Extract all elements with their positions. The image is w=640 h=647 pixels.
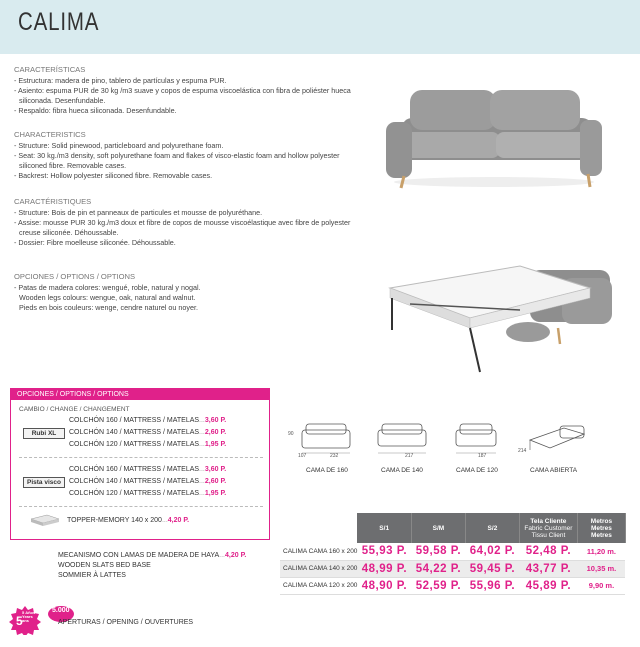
option-dots: ... <box>199 466 205 473</box>
spec-line: - Assise: mousse PUR 30 kg./m3 doux et fibre de copos de mousse viscoélastique avec fibre de polyester <box>14 218 351 227</box>
option-dots: ... <box>199 417 205 424</box>
options-title: OPCIONES / OPTIONS / OPTIONS <box>11 389 269 400</box>
spec-line: - Backrest: Hollow polyester siliconed fibre. Removable cases. <box>14 171 213 180</box>
spec-line: siliconada. Desenfundable. <box>19 96 106 105</box>
topper-price: 4,20 P. <box>167 517 190 524</box>
table-row <box>280 543 625 560</box>
spec-line: - Structure: Solid pinewood, particleboard and polyurethane foam. <box>14 141 224 150</box>
option-label: COLCHÓN 140 / MATTRESS / MATELAS <box>69 478 200 485</box>
sofa-120-diagram <box>452 420 500 456</box>
row-model: CALIMA CAMA 160 x 200 <box>280 543 357 560</box>
dim-depth: 107 <box>298 453 307 459</box>
row-price-fabric: 52,48 P. <box>519 543 577 560</box>
mechanism-line-en: WOODEN SLATS BED BASE <box>58 562 151 569</box>
diagram-label: CAMA ABIERTA <box>530 467 578 474</box>
row-model: CALIMA CAMA 140 x 200 <box>280 560 357 577</box>
specs-english <box>14 130 354 181</box>
row-price-s2: 59,45 P. <box>465 560 519 577</box>
header-fabric <box>519 513 577 543</box>
spec-line: - Dossier: Fibre moelleuse siliconée. Déhoussable. <box>14 238 176 247</box>
header-fabric-es: Tela Cliente <box>530 517 567 525</box>
row-price-fabric: 43,77 P. <box>519 560 577 577</box>
svg-text:5: 5 <box>16 614 23 628</box>
spec-line: Wooden legs colours: wengue, oak, natural and walnut. <box>19 293 196 302</box>
header-sm: S/M <box>411 513 465 543</box>
specs-french <box>14 197 354 248</box>
diagram-label: CAMA DE 140 <box>381 467 423 474</box>
option-price: 2,60 P. <box>204 478 227 485</box>
header-metres-en: Metres <box>590 524 612 532</box>
spec-line: - Patas de madera colores: wengué, roble, natural y nogal. <box>14 283 201 292</box>
option-label: COLCHÓN 120 / MATTRESS / MATELAS <box>69 441 200 448</box>
row-model: CALIMA CAMA 120 x 200 <box>280 577 357 594</box>
mechanism-dots: ... <box>219 552 226 559</box>
header-fabric-en: Fabric Customer <box>524 524 573 532</box>
option-price: 1,95 P. <box>204 490 227 497</box>
topper-label: TOPPER-MEMORY 140 x 200 <box>67 517 162 524</box>
row-metres: 10,35 m. <box>577 560 625 577</box>
option-label: COLCHÓN 160 / MATTRESS / MATELAS <box>69 417 200 424</box>
spec-line: - Asiento: espuma PUR de 30 kg /m3 suave y copos de espuma viscoelástica con fibra de poliéster hueca <box>14 86 351 95</box>
options-box <box>10 388 270 540</box>
open-bed-image <box>370 248 620 378</box>
header-metres-es: Metros <box>590 517 613 525</box>
dim-depth: 214 <box>518 448 527 454</box>
option-dots: ... <box>199 478 205 485</box>
price-table <box>280 513 626 595</box>
option-dots: ... <box>199 441 205 448</box>
price-table-header <box>280 513 625 543</box>
legs-options-heading: OPCIONES / OPTIONS / OPTIONS <box>14 272 136 281</box>
header-fabric-fr: Tissu Client <box>531 531 566 539</box>
table-row <box>280 577 625 594</box>
option-label: COLCHÓN 160 / MATTRESS / MATELAS <box>69 466 200 473</box>
spec-line: Pieds en bois couleurs: wenge, cendre naturel ou noyer. <box>19 303 199 312</box>
mechanism-label: MECANISMO CON LAMAS DE MADERA DE HAYA <box>58 552 220 559</box>
spec-line: - Respaldo: fibra hueca siliconada. Desenfundable. <box>14 106 177 115</box>
mechanism-price: 4,20 P. <box>225 552 247 559</box>
topper-row <box>67 517 189 524</box>
page-title: CALIMA <box>18 8 100 36</box>
diagram-label: CAMA DE 160 <box>306 467 348 474</box>
option-label: COLCHÓN 120 / MATTRESS / MATELAS <box>69 490 200 497</box>
row-metres: 9,90 m. <box>577 577 625 594</box>
option-row <box>69 478 226 485</box>
diagram-label: CAMA DE 120 <box>456 467 498 474</box>
option-price: 3,60 P. <box>204 466 227 473</box>
dim-height: 90 <box>288 431 294 437</box>
option-price: 3,60 P. <box>204 417 227 424</box>
option-row <box>69 490 226 497</box>
option-label: COLCHÓN 140 / MATTRESS / MATELAS <box>69 429 200 436</box>
row-price-sm: 59,58 P. <box>411 543 465 560</box>
header-blank <box>280 513 357 543</box>
specs-french-heading: CARACTÉRISTIQUES <box>14 197 92 206</box>
option-price: 2,60 P. <box>204 429 227 436</box>
options-subtitle: CAMBIO / CHANGE / CHANGEMENT <box>19 406 130 413</box>
topper-image <box>29 513 61 527</box>
row-price-s2: 55,96 P. <box>465 577 519 594</box>
table-row <box>280 560 625 577</box>
dim-width: 217 <box>405 453 414 459</box>
row-price-fabric: 45,89 P. <box>519 577 577 594</box>
option-row <box>69 417 226 424</box>
separator <box>19 506 263 507</box>
specs-spanish-heading: CARACTERÍSTICAS <box>14 65 86 74</box>
row-price-s1: 48,99 P. <box>357 560 411 577</box>
mechanism-block <box>58 551 246 581</box>
warranty-badge-text: 5 Años Years ans <box>22 610 36 623</box>
dim-width: 232 <box>330 453 339 459</box>
openings-label: APERTURAS / OPENING / OUVERTURES <box>58 619 194 626</box>
option-row <box>69 466 226 473</box>
open-bed-diagram <box>524 420 588 460</box>
specs-english-heading: CHARACTERISTICS <box>14 130 86 139</box>
row-price-sm: 54,22 P. <box>411 560 465 577</box>
spec-line: creuse siliconée. Déhoussable. <box>19 228 119 237</box>
row-price-s2: 64,02 P. <box>465 543 519 560</box>
option-price: 1,95 P. <box>204 441 227 448</box>
option-dots: ... <box>199 490 205 497</box>
mechanism-line <box>58 551 246 561</box>
option-row <box>69 441 226 448</box>
header-metres-fr: Metres <box>590 531 612 539</box>
row-price-s1: 48,90 P. <box>357 577 411 594</box>
sofa-140-diagram <box>374 420 430 456</box>
header-s1: S/1 <box>357 513 411 543</box>
spec-line: - Structure: Bois de pin et panneaux de particules et mousse de polyuréthane. <box>14 208 263 217</box>
option-dots: ... <box>199 429 205 436</box>
spec-line: - Seat: 30 kg./m3 density, soft polyurethane foam and flakes of visco-elastic foam and hollow polyester <box>14 151 340 160</box>
option-row <box>69 429 226 436</box>
dim-width: 187 <box>478 453 487 459</box>
spec-line: siliconed fibre. Removable cases. <box>19 161 127 170</box>
separator <box>19 457 263 458</box>
specs-spanish <box>14 65 354 116</box>
openings-badge-count: 5.000 <box>52 607 70 614</box>
mattress-pista-label: Pista visco <box>23 477 65 488</box>
row-metres: 11,20 m. <box>577 543 625 560</box>
header-metres <box>577 513 625 543</box>
mattress-rubi-label: Rubi XL <box>23 428 65 439</box>
header-s2: S/2 <box>465 513 519 543</box>
legs-options <box>14 272 354 313</box>
topper-dots: ... <box>161 517 168 524</box>
spec-line: - Estructura: madera de pino, tablero de partículas y espuma PUR. <box>14 76 227 85</box>
row-price-s1: 55,93 P. <box>357 543 411 560</box>
sofa-image <box>384 82 604 192</box>
mechanism-line-fr: SOMMIER À LATTES <box>58 572 126 579</box>
row-price-sm: 52,59 P. <box>411 577 465 594</box>
sofa-160-diagram <box>296 420 356 456</box>
